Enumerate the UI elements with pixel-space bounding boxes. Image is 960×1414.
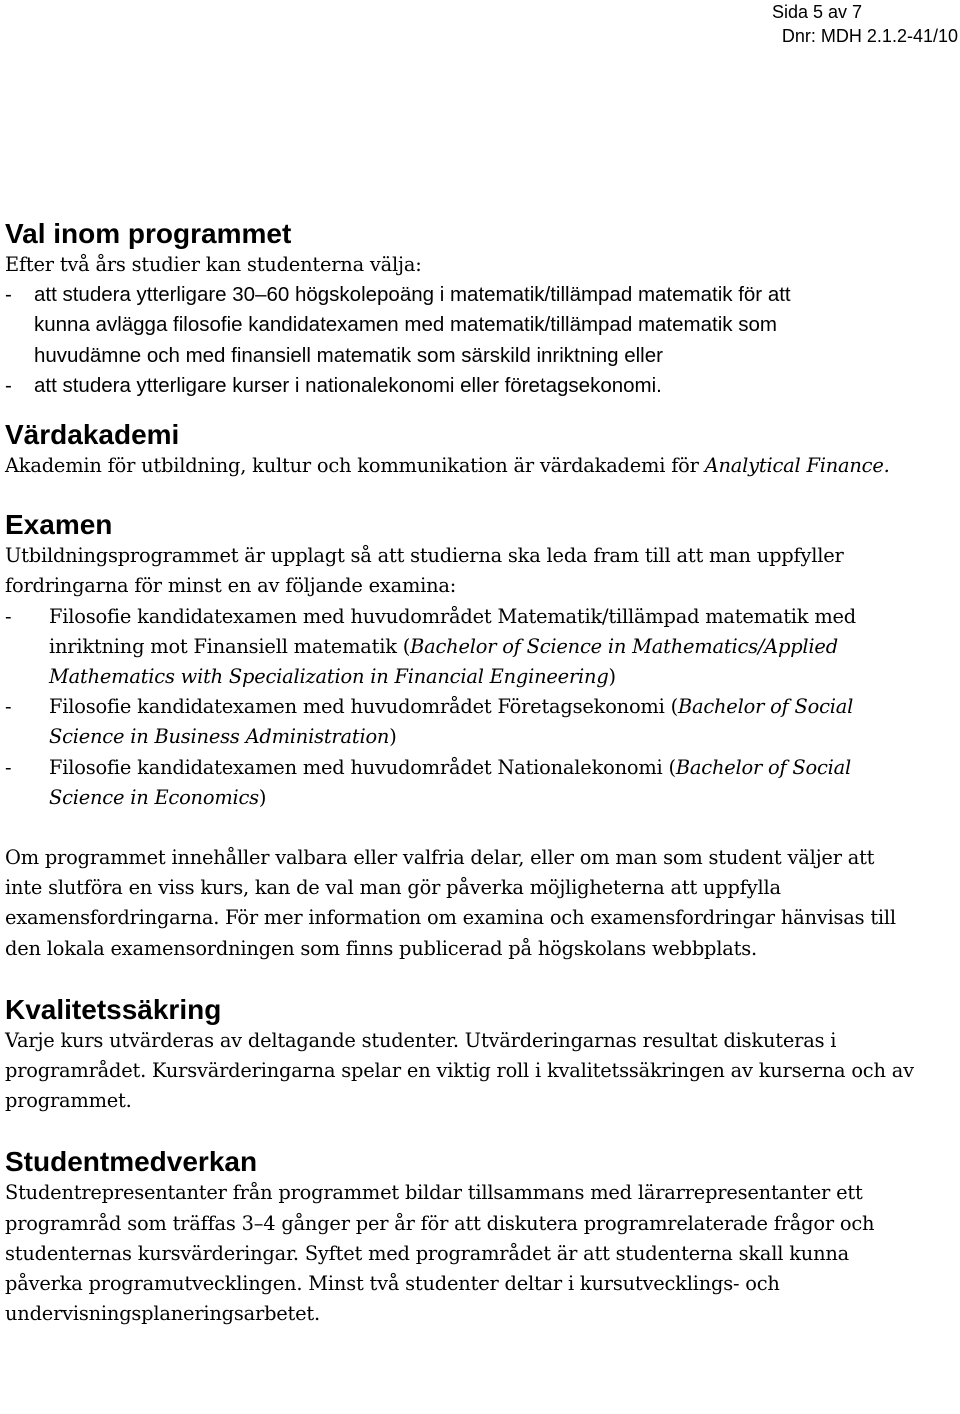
degree-1-english-title-part-2: Mathematics with Specialization in Financial Engineering [49,665,609,689]
section-examen [5,509,955,964]
vardakademi-text [5,451,955,481]
page-number: Sida 5 av 7 [772,2,863,22]
program-name: Analytical Finance. [704,454,890,478]
list-dash: - [5,695,12,719]
student-line-1: Studentrepresentanter från programmet bildar tillsammans med lärarrepresentanter ett [5,1181,863,1205]
examen-note [5,843,955,964]
degree-2-close-paren: ) [389,725,397,749]
examen-intro-line-1: Utbildningsprogrammet är upplagt så att studierna ska leda fram till att man uppfyller [5,544,844,568]
student-line-5: undervisningsplaneringsarbetet. [5,1302,320,1326]
examen-note-line-1: Om programmet innehåller valbara eller valfria delar, eller om man som student väljer att [5,846,875,870]
val-option-1-line-1: att studera ytterligare 30–60 högskolepoäng i matematik/tillämpad matematik för att [34,283,791,307]
section-studentmedverkan [5,1146,955,1329]
heading-studentmedverkan: Studentmedverkan [5,1146,258,1178]
student-text [5,1178,955,1329]
val-intro: Efter två års studier kan studenterna välja: [5,253,422,276]
degree-2-line-1-text: Filosofie kandidatexamen med huvudområdet Företagsekonomi ( [49,695,678,719]
degree-2-english-title-part-1: Bachelor of Social [677,695,854,719]
degree-3-english-title-part-1: Bachelor of Social [675,755,852,779]
degree-3-close-paren: ) [258,785,267,809]
page-header [738,0,958,48]
student-line-3: studenternas kursvärderingar. Syftet med programrådet är att studenterna skall kunna [5,1241,850,1265]
degree-3-english-title-part-2: Science in Economics [49,785,259,809]
section-val-inom-programmet [5,218,955,401]
examen-note-line-2: inte slutföra en viss kurs, kan de val man gör påverka möjligheterna att uppfylla [5,876,781,900]
degree-1-line-3 [49,662,955,692]
val-option-2-line-1: att studera ytterligare kurser i nationalekonomi eller företagsekonomi. [34,373,662,397]
degree-1-close-paren: ) [608,665,616,689]
kvalitet-line-1: Varje kurs utvärderas av deltagande studenter. Utvärderingarnas resultat diskuteras i [5,1028,837,1052]
heading-val-inom-programmet: Val inom programmet [5,218,292,249]
degree-1-line-2-text: inriktning mot Finansiell matematik ( [49,634,411,658]
examen-note-line-3: examensfordringarna. För mer information om examina och examensfordringar hänvisas till [5,906,896,930]
document-number: Dnr: MDH 2.1.2-41/10 [781,26,958,46]
student-line-2: programråd som träffas 3–4 gånger per år för att diskutera programrelaterade frågor och [5,1211,875,1235]
list-dash: - [5,373,12,397]
heading-vardakademi: Värdakademi [5,419,180,451]
list-dash: - [5,755,12,779]
degree-item-3 [5,753,955,813]
examen-intro-line-2: fordringarna för minst en av följande examina: [5,574,457,598]
heading-kvalitetssakring: Kvalitetssäkring [5,993,222,1025]
student-line-4: påverka programutvecklingen. Minst två studenter deltar i kursutvecklings- och [5,1272,780,1296]
degree-2-line-2 [49,722,955,752]
examen-intro [5,541,955,601]
degree-3-line-2 [49,783,955,813]
degree-item-2 [5,692,955,752]
degree-1-english-title-part-1: Bachelor of Science in Mathematics/Applied [410,634,838,658]
list-dash: - [5,604,12,628]
degree-1-line-1: Filosofie kandidatexamen med huvudområdet Matematik/tillämpad matematik med [49,604,856,628]
kvalitet-text [5,1026,955,1117]
val-option-1-line-2: kunna avlägga filosofie kandidatexamen med matematik/tillämpad matematik som [34,313,777,337]
document-body [5,218,955,1329]
section-kvalitetssakring [5,994,955,1117]
val-option-2 [5,371,955,401]
val-option-1-line-3: huvudämne och med finansiell matematik som särskild inriktning eller [34,343,663,367]
heading-examen: Examen [5,509,113,541]
degree-3-line-1-text: Filosofie kandidatexamen med huvudområdet Nationalekonomi ( [49,755,676,779]
kvalitet-line-3: programmet. [5,1089,132,1113]
vardakademi-text-main: Akademin för utbildning, kultur och kommunikation är värdakademi för [5,454,705,478]
degree-item-1 [5,602,955,693]
kvalitet-line-2: programrådet. Kursvärderingarna spelar en viktig roll i kvalitetssäkringen av kurserna och av [5,1059,914,1083]
list-dash: - [5,283,12,307]
section-vardakademi [5,419,955,481]
degree-2-english-title-part-2: Science in Business Administration [49,725,390,749]
examen-note-line-4: den lokala examensordningen som finns publicerad på högskolans webbplats. [5,936,757,960]
val-option-1 [5,280,955,371]
degree-1-line-2 [49,632,955,662]
degree-2-line-1 [49,692,955,722]
degree-3-line-1 [49,753,955,783]
